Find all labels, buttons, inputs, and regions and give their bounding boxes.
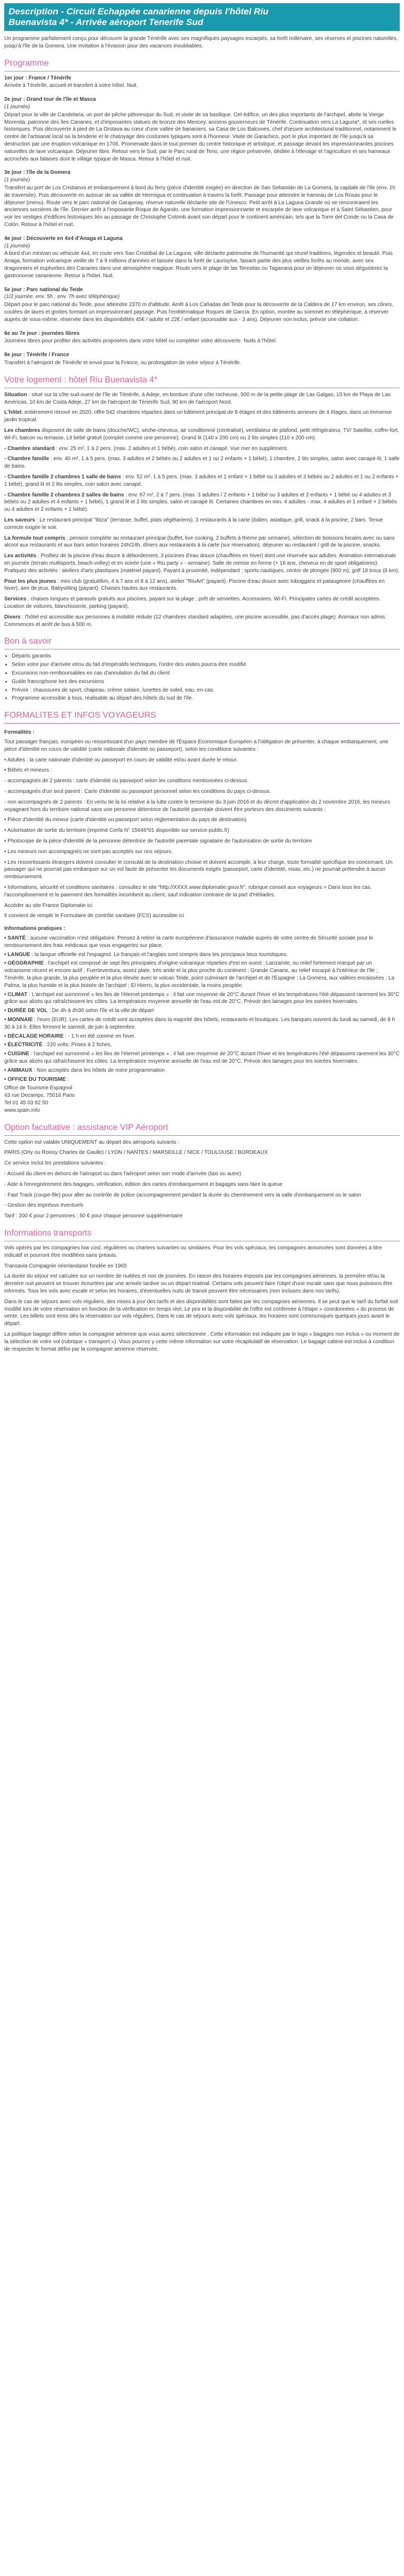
vip-paragraph: Tarif : 200 € pour 2 personnes ; 50 € pour chaque personne supplémentaire bbox=[4, 1213, 183, 1219]
bon-a-savoir-item: • Guide francophone lors des excursions bbox=[12, 678, 400, 686]
logement-item bbox=[4, 391, 400, 406]
day-description: A bord d'un minivan ou véhicule 4x4, en route vers San Cristóbal de La Laguna, ville déclarée patrimoine de l'humanité qui réunit traditions, légendes et beauté. Puis Anaga, formation volcanique vieille de 7 à 9 millions d'années et laissée dans la forêt de Laurisylve, faisant partie des plus vieilles forêts au monde, avec ses dragonniers et euphorbes des Canaries dans une atmosphère magique. Route vers le plage de las Teresitas ou Taganana pour un déjeuner où vous dégusterez la gastronomie canarienne. Retour à l'hôtel. Nuit. bbox=[4, 251, 393, 279]
programme-heading: Programme bbox=[4, 58, 400, 71]
formalites-paragraph: • Photocopie de la pièce d'identité de la personne détentrice de l'autorité parentale signataire de l'autorisation de sortie du territoire bbox=[4, 838, 312, 845]
transports-paragraph: La politique bagage diffère selon la compagnie aérienne que vous aurez sélectionnée . Cette information est indiquée par le logo « bagages non inclus » ou moment de la sélection de votre vol (rubrique « transport »). Vous pourrez y cette même information sur votre récapitulatif de réservation. Le bagage cabine est inclus à condition de respecter le format défini par la compagnie aérienne réservée. bbox=[4, 1331, 400, 1352]
bon-a-savoir-item: • Prévoir : chaussures de sport, chapeau, crème solaire, lunettes de soleil, eau, en-cas. bbox=[12, 687, 400, 694]
tourism-office-line: 43 rue Decamps, 75016 Paris bbox=[4, 1093, 75, 1099]
transports-paragraph: Vols opérés par les compagnies low cost, régulières ou charters suivantes ou similaires. Pour les vols spéciaux, les compagnies annoncées sont données à titre indicatif et pourront être modifiées sans préavis. bbox=[4, 1245, 382, 1258]
logement-item-text: : env. 52 m², 1 à 5 pers. (max. 3 adultes et 1 enfant + 1 bébé ou 3 adultes et 2 bébés ou 2 adultes et 1 ou 2 enfants + 1 bébé), grand lit et 2 lits simples, coin salon avec canapé. bbox=[4, 474, 399, 487]
logement-item-label: Les saveurs bbox=[4, 517, 35, 523]
info-pratique-text: : aucune vaccination n'est obligatoire. Pensez à retirer la carte européenne d'assurance maladie auprès de votre centre de Sécurité sociale pour le remboursement des frais médicaux que vous engageriez sur place. bbox=[4, 935, 374, 949]
info-pratique-item bbox=[4, 1041, 400, 1049]
info-pratique-label: • CLIMAT bbox=[4, 991, 28, 998]
info-pratique-label: • SANTÉ bbox=[4, 935, 26, 942]
logement-item-label: Situation bbox=[4, 391, 27, 398]
day-title: 4e jour : Découverte en 4x4 d'Anaga et Laguna bbox=[4, 235, 123, 242]
logement-item bbox=[4, 409, 400, 424]
transports-paragraph: Dans le cas de séjours avec vols réguliers, des mises à jour des tarifs et des disponibilités sont faites par les compagnies aériennes. Il se peut que le tarif du forfait soit modifié lors de votre réservation en fonction de la vérification en temps réel. Le prix et la disponibilité de l'offre est confirmée à l'étape « coordonnées » du process de vente. Les billets sont émis dès la réservation sur vols réguliers. Dans le cas de séjours avec vols spéciaux, les horaires sont communiqués quelques jours avant le départ. bbox=[4, 1298, 398, 1327]
day-title: 6e au 7e jour : journées libres bbox=[4, 330, 80, 336]
info-pratique-item bbox=[4, 1033, 400, 1040]
logement-item bbox=[4, 578, 400, 593]
logement-item bbox=[4, 614, 400, 629]
logement-item bbox=[4, 455, 400, 470]
info-pratiques-heading: Informations pratiques : bbox=[4, 926, 66, 932]
transports-heading: Informations transports bbox=[4, 1227, 400, 1241]
day-description: Transfert à l'aéroport de Ténérife et envol pour la France, ou prolongation de votre séjour à Ténérife. bbox=[4, 359, 241, 366]
info-pratique-item bbox=[4, 991, 400, 1006]
logement-item bbox=[4, 492, 400, 513]
logement-item-text: : situé sur la côte sud-ouest de l'île de Ténérife, à Adeje, en bordure d'une côte rocheuse, 500 m de la petite plage de Las Galgas, 15 km de Playa de Las Américas, 10 km de Costa Adeje, 27 km de l'aéroport de Ténérife Sud, 90 km de l'aéroport Nord. bbox=[4, 391, 391, 405]
programme-days bbox=[4, 75, 400, 367]
formalites-heading: FORMALITES ET INFOS VOYAGEURS bbox=[4, 710, 400, 724]
vip-paragraph: Ce service inclut les prestations suivantes : bbox=[4, 1160, 107, 1167]
formalites-paragraph: • Autorisation de sortie du territoire (imprimé Cerfa N° 15646*01 disponible sur service-public.fr) bbox=[4, 828, 230, 834]
bon-a-savoir-heading: Bon à savoir bbox=[4, 636, 400, 649]
formalites-paragraph: Il convient de remplir le Formulaire de contrôle sanitaire (FCS) accessible ici bbox=[4, 913, 184, 919]
logement-heading: Votre logement : hôtel Riu Buenavista 4* bbox=[4, 374, 400, 388]
logement-item-text: : env. 25 m², 1 à 2 pers. (max. 2 adultes et 1 bébé), coin salon et canapé. Vue mer en supplément. bbox=[54, 445, 288, 452]
vip-heading: Option facultative : assistance VIP Aéroport bbox=[4, 1122, 400, 1136]
logement-item-text: : chaises longues et parasols gratuits aux piscines, payant sur la plage ; prêt de serviettes. Accessoires. Wi-Fi. Principales cartes de crédit acceptées. Location de voitures, blanchisserie, parking (payant). bbox=[4, 596, 381, 609]
tourism-office-line: Tel 01 45 03 82 50 bbox=[4, 1100, 49, 1106]
vip-paragraphs bbox=[4, 1139, 400, 1220]
formalites-paragraph: • Informations, sécurité et conditions sanitaires : consultez le site "http://XXXX.www.diplomatie.gouv.fr", rubrique conseil aux voyageurs > Dans tous les cas, l'accomplissement et le paiement des formalités incombent au client, sauf indication contraire de la part d'Héliades. bbox=[4, 885, 372, 898]
vip-paragraph: - Accueil du client en dehors de l'aéroport ou dans l'aéroport selon son mode d'arrivée (taxi ou autre) bbox=[4, 1171, 241, 1177]
intro-text: Un programme parfaitement conçu pour découvrir la grande Ténérife avec ses magnifiques paysages escarpés, sa forêt millénaire, ses réserves et piscines naturelles, jusqu'à l'île de la Gomera. Une invitation à l'évasion pour des vacances inoubliables. bbox=[4, 36, 398, 49]
formalites-paragraph: • Adultes : la carte nationale d'identité ou passeport en cours de validité et/ou avant durée le retour. bbox=[4, 757, 238, 763]
bon-a-savoir-list bbox=[4, 653, 400, 702]
logement-item-text: : env. 40 m², 1 à 5 pers. (max. 3 adultes et 2 bébés ou 2 adultes et 1 ou 2 enfants + 1 bébé), 1 chambre, 2 lits simples, salon avec canapé-lit, 1 salle de bains. bbox=[4, 456, 400, 470]
bon-a-savoir-item: • Selon votre jour d'arrivée et/ou du fait d'impératifs techniques, l'ordre des visites pourra être modifié bbox=[12, 661, 400, 669]
logement-item-label: L'hôtel bbox=[4, 410, 22, 416]
info-pratique-text: : 220 volts. Prises à 2 fiches. bbox=[42, 1042, 112, 1048]
info-pratique-label: • LANGUE bbox=[4, 951, 30, 958]
logement-item-label: - Chambre standard bbox=[4, 445, 55, 452]
logement-item-label: Pour les plus jeunes bbox=[4, 578, 56, 584]
formalites-paragraph: Tout passager français, européen ou ressortissant d'un pays membre de l'Espace Economique Européen a l'obligation de présenter, à chaque embarquement, une pièce d'identité en cours de validité (carte nationale d'identité ou passeport), selon les conditions suivantes : bbox=[4, 739, 389, 752]
formalites-paragraph: - accompagnés de 2 parents : carte d'identité ou passeport selon les conditions mentionnées ci-dessus. bbox=[4, 778, 249, 784]
programme-day bbox=[4, 330, 400, 346]
bon-a-savoir-item: • Départs garantis bbox=[12, 653, 400, 660]
bon-a-savoir-item: • Excursions non-remboursables en cas d'annulation du fait du client bbox=[12, 670, 400, 677]
formalites-paragraphs bbox=[4, 739, 400, 920]
day-subtitle: (1/2 journée, env. 5h ; env. 7h avec téléphérique) bbox=[4, 294, 120, 300]
info-pratique-label: • DURÉE DE VOL bbox=[4, 1008, 48, 1014]
formalites-paragraph: • Bébés et mineurs : bbox=[4, 767, 52, 774]
logement-item-text: , entièrement rénové en 2020, offre 542 chambres réparties dans un bâtiment principal de 8 étages et des bâtiments annexes de 4 étages, dans un immense jardin tropical. bbox=[4, 410, 392, 423]
info-pratique-item bbox=[4, 960, 400, 989]
logement-item-text: : Le restaurant principal "Ibiza" (terrasse, buffet, plats végétariens), 3 restaurants à la carte (italien, asiatique, grill, snack à la piscine, 2 bars. Tenue correcte exigée le soir. bbox=[4, 517, 383, 531]
day-title: 8e jour : Ténérife / France bbox=[4, 352, 69, 358]
logement-item bbox=[4, 535, 400, 550]
info-pratique-item bbox=[4, 1016, 400, 1031]
formalites-paragraph: • Les ressortissants étrangers doivent consulter le consulat de la destination choisie et doivent accomplir, à leur charge, toute formalité spécifique les concernant. Un passager qui ne pourrait pas embarquer sur un vol faute de présenter les documents exigés (passeport, carte d'identité, visas, etc.) ne pourrait prétendre à aucun remboursement. bbox=[4, 859, 393, 880]
tourism-office-contact bbox=[4, 1085, 400, 1114]
info-pratique-text: : l'euro (EUR). Les cartes de crédit sont acceptées dans la majorité des hôtels, restaurants et boutiques. Les banques ouvrent du lundi au samedi, de 8 h 30 à 14 h. Elles ferment le samedi, de juin à septembre. bbox=[4, 1017, 395, 1030]
info-pratique-text: : l'archipel est composé de sept îles principales d'origine volcanique réparties d'est en ouest : Lanzarote, ou relief fortement marqué par un volcanisme récent et encore actif ; Fuerteventura, assez plate, très aride et la plus proche du continent ; Grande Canarie, au relief escarpé à l'intérieur de l'île ; Ténérife, la plus grande, la plus peuplée et la plus élevée avec le volcan Teide, point culminant de l'archipel et de l'Espagne ; La Gomera, aux vallées encaissées ; La Palma, la plus humide et la plus boisée de l'archipel ; El Hierro, la plus occidentale, la moins peuplée. bbox=[4, 960, 394, 989]
logement-item-label: Les activités bbox=[4, 553, 37, 559]
programme-day bbox=[4, 75, 400, 90]
formalites-paragraph: - non accompagnés de 2 parents : En vertu de la loi relative à la lutte contre le terrorisme du 3 juin 2016 et du décret d'application du 2 novembre 2016, les mineurs voyageant hors du territoire national sans une personne détentrice de l'autorité parentale doivent être porteurs des documents suivants : bbox=[4, 799, 390, 813]
tourism-office-website-link[interactable]: www.spain.info bbox=[4, 1107, 40, 1113]
info-pratique-label: • OFFICE DU TOURISME bbox=[4, 1076, 66, 1082]
logement-item-text: : Profitez de la piscine d'eau douce à débordement, 3 piscines d'eau douce (chauffées en hiver) dont une réservée aux adultes. Animation internationale en journée (terrain multisports, beach-volley) et en soirée (une « Riu party » - semaine). Salle de remise en forme (+ 16 ans, cheveux en de sport obligatoires). Pratiquez des activités : ateliers d'arts plastiques (matériel payant). Payant à proximité, indépendant : sports nautiques, centre de plongée (900 m), golf 18 trous (8 km). bbox=[4, 553, 400, 574]
info-pratique-label: • GÉOGRAPHIE bbox=[4, 960, 44, 967]
vip-paragraph: Cette option est valable UNIQUEMENT au départ des aéroports suivants : bbox=[4, 1139, 180, 1145]
info-pratique-text: : Non acceptés dans les hôtels de notre programmation bbox=[32, 1067, 165, 1073]
programme-day bbox=[4, 96, 400, 163]
info-pratique-item bbox=[4, 1007, 400, 1015]
logement-item-text: : mini club (gratuit/km, 4 à 7 ans et 8 à 12 ans), atelier "RiuArt" (payant). Piscine d'eau douce avec toboggans et pataugeoire (chauffées en hiver), aire de jeux. Babysitting (payant). Chaises hautes aux restaurants. bbox=[4, 578, 385, 592]
formalites-paragraph: • Pièce d'identité du mineur (carte d'identité ou passeport selon réglementation du pays de destination) bbox=[4, 817, 247, 823]
info-pratique-item bbox=[4, 951, 400, 959]
logement-item-text: disposent de salle de bains (douche/WC), sèche-cheveux, air conditionné (centralisé), ventilateur de plafond, petit réfrigérateur, TV/ Satellite, coffre-fort, Wi-Fi, balcon ou terrasse. Lit bébé gratuit (complet comme une personne). Grand lit (140 x 200 cm) ou 2 lits simples (110 x 200 cm). bbox=[4, 428, 399, 441]
programme-day bbox=[4, 286, 400, 324]
info-pratique-text: : - 1 h en été comme en hiver. bbox=[63, 1033, 136, 1039]
info-pratiques-list bbox=[4, 935, 400, 1083]
vip-paragraph: - Fast Track (coupe-file) pour aller au contrôle de police (accompagnement pendant la durée du cheminement vers la salle d'embarquement ou le salon bbox=[4, 1192, 361, 1198]
info-pratique-label: • ANIMAUX bbox=[4, 1067, 33, 1073]
info-pratique-text: : l'archipel est surnommé « les îles de l'éternel printemps » : il fait une moyenne de 20°C durant l'hiver et les températures l'été dépassent rarement les 30°C grâce aux alizés qui rafraîchissent les côtes. La température moyenne annuelle de l'eau est de 20°C. Prévoir des lainages pour les soirées hivernales. bbox=[4, 1051, 400, 1064]
logement-item-label: La formule tout compris bbox=[4, 535, 66, 541]
vip-paragraph: PARIS (Orly ou Roissy Charles de Gaulle) / LYON / NANTES / MARSEILLE / NICE / TOULOUSE / BORDEAUX bbox=[4, 1150, 268, 1156]
logement-item bbox=[4, 474, 400, 488]
vip-paragraph: - Gestion des imprévus éventuels bbox=[4, 1202, 84, 1209]
info-pratique-text: : De 4h à 4h30 selon l'île et la ville de départ bbox=[47, 1008, 154, 1014]
page-title-line-2: Buenavista 4* - Arrivée aéroport Tenerife Sud bbox=[9, 17, 204, 27]
info-pratique-label: • ÉLECTRICITÉ bbox=[4, 1042, 43, 1048]
day-description: Arrivée à Ténérife, accueil et transfert à votre hôtel. Nuit. bbox=[4, 83, 138, 89]
day-description: Journées libres pour profiter des activités proposées dans votre hôtel ou compléter votre découverte. Nuits à l'hôtel. bbox=[4, 338, 277, 344]
logement-item-text: : pension complète au restaurant principal (buffet, live cooking, 2 buffets à thème par semaine), sélection de boissons locales avec ou sans alcool aux restaurants et aux bars selon horaires 24h/24h, dîners aux restaurants à la carte (sur réservation), déjeuner au restaurant / grill de la piscine, snacks. bbox=[4, 535, 395, 549]
transports-paragraph: La durée du séjour est calculée sur un nombre de nuitées et non de journées. En raison des horaires imposés par les compagnies aériennes, la première et/ou la dernière nuit peuvent se trouver écourtées par une arrivée tardive ou un départ matinal. Certains vols peuvent faire l'objet d'une escale sans que nous puissions être informés. Tous les vols avec escale et selon les horaires, d'éventuelles nuits de transit peuvent être nécessaires (non incluses dans nos tarifs). bbox=[4, 1273, 393, 1295]
logement-item-label: Divers bbox=[4, 614, 21, 620]
info-pratique-label: • MONNAIE bbox=[4, 1017, 33, 1023]
logement-item-label: - Chambre famille 2 chambres 1 salle de bains bbox=[4, 474, 121, 480]
info-pratique-text: : la langue officielle est l'espagnol. Le français et l'anglais sont compris dans les principaux lieux touristiques. bbox=[30, 951, 288, 958]
info-pratique-item bbox=[4, 935, 400, 950]
logement-item-label: - Chambre famille bbox=[4, 456, 49, 462]
programme-day bbox=[4, 351, 400, 367]
info-pratique-item bbox=[4, 1067, 400, 1074]
logement-item bbox=[4, 517, 400, 532]
info-pratique-label: • CUISINE bbox=[4, 1051, 29, 1057]
logement-item bbox=[4, 596, 400, 611]
logement-item-label: - Chambre famille 2 chambres 2 salles de bains bbox=[4, 492, 124, 498]
day-title: 3e jour : l'île de la Gomera bbox=[4, 170, 71, 176]
day-title: 1er jour : France / Ténérife bbox=[4, 75, 71, 81]
day-subtitle: (1 journée) bbox=[4, 177, 30, 183]
bon-a-savoir-item: • Programme accessible à tous, réalisable au départ des hôtels du sud de l'île. bbox=[12, 695, 400, 702]
vip-paragraph: - Aide à l'enregistrement des bagages, vérification, édition des cartes d'embarquement et bagages sans faire la queue bbox=[4, 1181, 282, 1187]
day-title: 2e jour : Grand tour de l'île et Masca bbox=[4, 97, 96, 103]
info-pratique-text: : bbox=[66, 1076, 69, 1082]
tourism-office-line: Office de Tourisme Espagnol bbox=[4, 1085, 72, 1092]
day-subtitle: (1 journée) bbox=[4, 104, 30, 110]
formalites-paragraph: Accéder au site France Diplomatie ici bbox=[4, 902, 93, 909]
programme-day bbox=[4, 235, 400, 280]
logement-item-label: Services bbox=[4, 596, 27, 603]
page-title-line-1: Description - Circuit Echappée canarienne depuis l'hôtel Riu bbox=[9, 6, 269, 17]
programme-day bbox=[4, 169, 400, 228]
day-description: Transfert au port de Los Cristianos et embarquement à bord du ferry (pièce d'identité exigée) en direction de San Sebastián de La Gomera, la capitale de l'île (env. 1h de traversée). Puis découverte en autocar de sa vallée de Hermigua et continuation à travers la forêt. Passage pour atteindre le hameau de Los Rosas pour le déjeuner (menu). Route vers le parc national de Garajonay, réserve naturelle déclarée site de l'Unesco. Petit arrêt à La Laguna Grande où se rencontraient les anciennes sorcières de l'île. Dernier arrêt à l'imposante Roque de Agando, une formation impressionnante et escarpée de lave volcanique et à Saint Sébastien, pour voir les vestiges d'édifices historiques liés au passage de Christophe Colomb avant son départ pour le continent américain, tels que la Torre del Conde ou la Casa de Colón. Retour à l'hôtel et nuit. bbox=[4, 185, 395, 228]
formalites-paragraph: - accompagnés d'un seul parent : Carte d'identité ou passeport personnel selon les conditions du pays ci-dessus. bbox=[4, 789, 271, 795]
transports-paragraph: Transavia Compagnie néerlandaise fondée en 1965 bbox=[4, 1263, 127, 1269]
day-title: 5e jour : Parc national du Teide bbox=[4, 286, 83, 293]
logement-item-text: : l'hôtel est accessible aux personnes à mobilité réduite (12 chambres standard adaptées, une piscine accessible, pas d'accès plage). Animaux non admis. Commences et arrêt de bus à 500 m. bbox=[4, 614, 387, 628]
logement-item bbox=[4, 445, 400, 453]
info-pratique-label: • DÉCALAGE HORAIRE bbox=[4, 1033, 64, 1039]
formalites-subheading: Formalités : bbox=[4, 729, 35, 736]
transports-paragraphs bbox=[4, 1245, 400, 1353]
info-pratique-item bbox=[4, 1050, 400, 1065]
info-pratique-item bbox=[4, 1076, 400, 1084]
day-description: Départ pour la ville de Candelaria, un port de pêche pittoresque du Sud, et visite de sa basilique. Cet édifice, un des plus importants de l'archipel, abrite la Vierge Morenita, patronne des îles Canaries, et d'imposantes statues de bronze des Mencey, anciens gouverneurs de Ténérife. Continuation vers La Laguna*, et ses ruelles historiques. Puis découverte à pied de La Orotava au cœur d'une vallée de bananiers, sa Casa de Los Balcones, chef d'œuvre architectural traditionnel, notamment le centre de l'artisanat local où la broderie et le chatoyage des costumes typiques sont à l'honneur. Visite de Garachico, port le plus important de l'île jusqu'à sa destruction par une éruption volcanique en 1706. Promenade dans le tout premier du centre historique et artistique, et passage devant les impressionnantes piscines naturelles de lave volcanique. Déjeuner libre. Retour vers le Sud, par le Parc rural de Teno, une région préservée, dédiée à l'élevage et l'agriculture et ses hameaux accrochés aux falaises dont le village typique de Masca. Retour à l'hôtel et nuit. bbox=[4, 111, 397, 162]
logement-list bbox=[4, 391, 400, 629]
logement-item bbox=[4, 552, 400, 574]
info-pratique-text: : L'archipel est surnommé « les îles de l'éternel printemps » : il fait une moyenne de 20°C durant l'hiver et les températures l'été dépassent rarement les 30°C grâce aux alizés qui rafraîchissent les côtes. La température moyenne annuelle de l'eau est de 20°C. Prévoir des lainages pour les soirées hivernales. bbox=[4, 991, 400, 1005]
logement-item-text: : env. 67 m², 2 à 7 pers. (max. 3 adultes / 2 enfants + 1 bébé ou 3 adultes et 2 enfants + 1 bébé ou 4 adultes et 3 bébés ou 2 adultes et 4 enfants + 1 bébé), 1 grand lit et 2 lits simples, salon et canapé lit. Certaines chambres en min. 4 adultes - max. 4 adultes et 1 enfant + 2 bébés ou 4 adultes et 2 enfants + 1 bébé). bbox=[4, 492, 397, 513]
logement-item bbox=[4, 427, 400, 442]
day-description: Départ pour le parc national du Teide, pour atteindre 2370 m d'altitude. Arrêt à Los Cañadas del Teide pour la découverte de la Caldera de 17 km environ, ses cônes, coulées de laves et grottes formant un impressionnant paysage. Puis l'emblématique Roques de García. En option, montée au sommet en téléphérique, à réserver auprès de vous-même, réservée dans les disponibilités 45€ / adulte et 22€ / enfant (accessible aux - 3 ans). Déjeuner non inclus, prévoir une collation. bbox=[4, 302, 393, 323]
page-title bbox=[4, 3, 400, 31]
day-subtitle: (1 journée) bbox=[4, 243, 30, 249]
formalites-paragraph: • Les mineurs non accompagnés ne sont pas acceptés sur nos séjours. bbox=[4, 848, 173, 855]
logement-item-label: Les chambres bbox=[4, 428, 41, 434]
